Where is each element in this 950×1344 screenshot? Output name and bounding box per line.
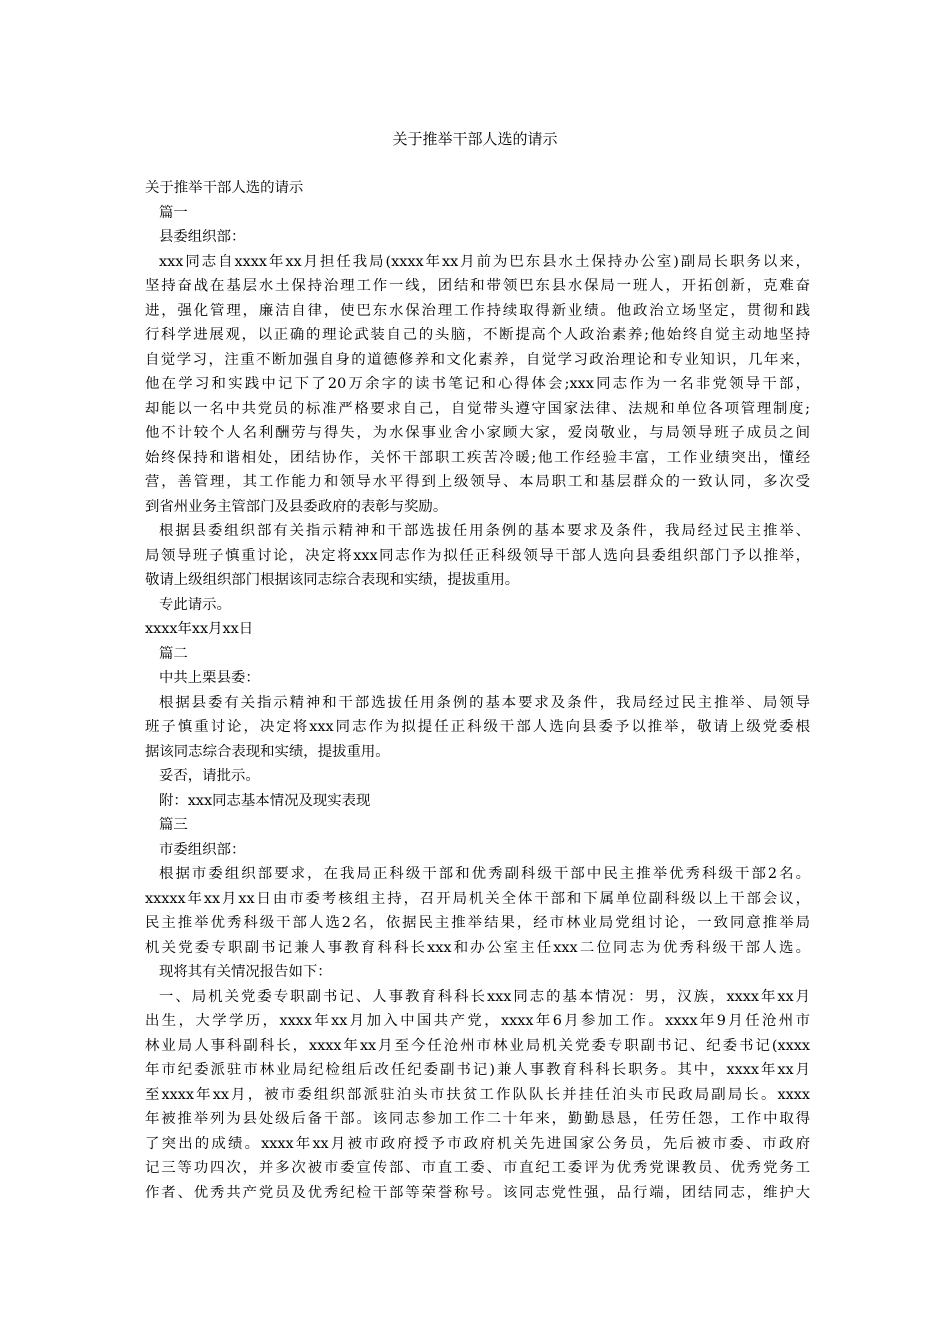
text-line: 却能以一名中共党员的标准严格要求自己，自觉带头遵守国家法律、法规和单位各项管理制度;: [145, 400, 810, 417]
text-line: 篇二: [159, 645, 188, 662]
document-title: 关于推举干部人选的请示: [392, 130, 558, 148]
text-line: 了突出的成绩。xxxx年xx月被市政府授予市政府机关先进国家公务员，先后被市委、市政府: [145, 1135, 810, 1152]
text-line: 营，善管理，其工作能力和领导水平得到上级领导、本局职工和基层群众的一致认同，多次受: [145, 474, 810, 490]
text-line: 县委组织部：: [159, 229, 246, 245]
text-line: 记三等功四次，并多次被市委宣传部、市直工委、市直纪工委评为优秀党课教员、优秀党务工: [145, 1160, 810, 1176]
text-line: 市委组织部：: [159, 841, 246, 858]
text-line: 民主推举优秀科级干部人选2名，依据民主推举结果，经市林业局党组讨论，一致同意推举局: [145, 915, 810, 931]
text-line: 出生，大学学历，xxxx年xx月加入中国共产党，xxxx年6月参加工作。xxxx年9月任沧州市: [145, 1013, 810, 1029]
text-line: xxxx年xx月xx日: [145, 621, 254, 637]
text-line: 年被推举列为县处级后备干部。该同志参加工作二十年来，勤勤恳恳，任劳任怨，工作中取得: [145, 1111, 810, 1127]
text-line: 进，强化管理，廉洁自律，使巴东水保治理工作持续取得新业绩。他政治立场坚定，贯彻和践: [145, 302, 810, 319]
text-line: 敬请上级组织部门根据该同志综合表现和实绩，提拔重用。: [145, 572, 520, 588]
text-line: 局领导班子慎重讨论，决定将xxx同志作为拟任正科级领导干部人选向县委组织部门予以推举，: [145, 547, 810, 564]
document-body: [145, 176, 810, 1205]
text-line: 行科学进展观，以正确的理论武装自己的头脑，不断提高个人政治素养;他始终自觉主动地坚持: [145, 327, 810, 343]
text-line: 附：xxx同志基本情况及现实表现: [159, 792, 371, 809]
text-line: 专此请示。: [159, 596, 231, 613]
text-line: 据该同志综合表现和实绩，提拔重用。: [145, 743, 390, 760]
text-line: 根据县委有关指示精神和干部选拔任用条例的基本要求及条件，我局经过民主推举、局领导: [159, 694, 810, 711]
text-line: 他在学习和实践中记下了20万余字的读书笔记和心得体会;xxx同志作为一名非党领导干部，: [145, 376, 810, 392]
text-line: 篇一: [159, 204, 188, 221]
text-line: 自觉学习，注重不断加强自身的道德修养和文化素养，自觉学习政治理论和专业知识，几年来，: [145, 351, 810, 368]
text-line: xxx同志自xxxx年xx月担任我局(xxxx年xx月前为巴东县水土保持办公室)副局长职务以来，: [159, 253, 810, 270]
text-line: 班子慎重讨论，决定将xxx同志作为拟提任正科级干部人选向县委予以推举，敬请上级党委根: [145, 719, 810, 735]
text-line: 年市纪委派驻市林业局纪检组后改任纪委副书记)兼人事教育科科长职务。其中，xxxx年xx月: [145, 1062, 810, 1078]
text-line: 根据县委组织部有关指示精神和干部选拔任用条例的基本要求及条件，我局经过民主推举、: [159, 523, 810, 539]
text-line: 关于推举干部人选的请示: [145, 180, 304, 196]
text-line: 他不计较个人名利酬劳与得失，为水保事业舍小家顾大家，爱岗敬业，与局领导班子成员之间: [145, 425, 810, 441]
text-line: 坚持奋战在基层水土保持治理工作一线，团结和带领巴东县水保局一班人，开拓创新，克难奋: [145, 278, 810, 294]
text-line: 一、局机关党委专职副书记、人事教育科科长xxx同志的基本情况：男，汉族，xxxx年xx月: [159, 988, 810, 1005]
text-line: 篇三: [159, 817, 188, 833]
text-line: 现将其有关情况报告如下：: [159, 964, 332, 980]
text-line: 机关党委专职副书记兼人事教育科科长xxx和办公室主任xxx二位同志为优秀科级干部人选。: [145, 939, 810, 956]
text-line: 至xxxx年xx月，被市委组织部派驻泊头市扶贫工作队队长并挂任泊头市民政局副局长。xxxx: [145, 1086, 810, 1103]
text-line: 始终保持和谐相处，团结协作，关怀干部职工疾苦冷暖;他工作经验丰富，工作业绩突出，懂经: [145, 449, 810, 466]
text-line: 根据市委组织部要求，在我局正科级干部和优秀副科级干部中民主推举优秀科级干部2名。: [159, 866, 810, 882]
text-line: 到省州业务主管部门及县委政府的表彰与奖励。: [145, 498, 448, 515]
text-line: 林业局人事科副科长，xxxx年xx月至今任沧州市林业局机关党委专职副书记、纪委书记(xxxx: [145, 1037, 810, 1054]
text-line: xxxxx年xx月xx日由市委考核组主持，召开局机关全体干部和下属单位副科级以上干部会议，: [145, 890, 810, 907]
text-line: 妥否，请批示。: [159, 768, 260, 784]
text-line: 中共上栗县委：: [159, 670, 260, 686]
text-line: 作者、优秀共产党员及优秀纪检干部等荣誉称号。该同志党性强，品行端，团结同志，维护大: [145, 1184, 810, 1201]
